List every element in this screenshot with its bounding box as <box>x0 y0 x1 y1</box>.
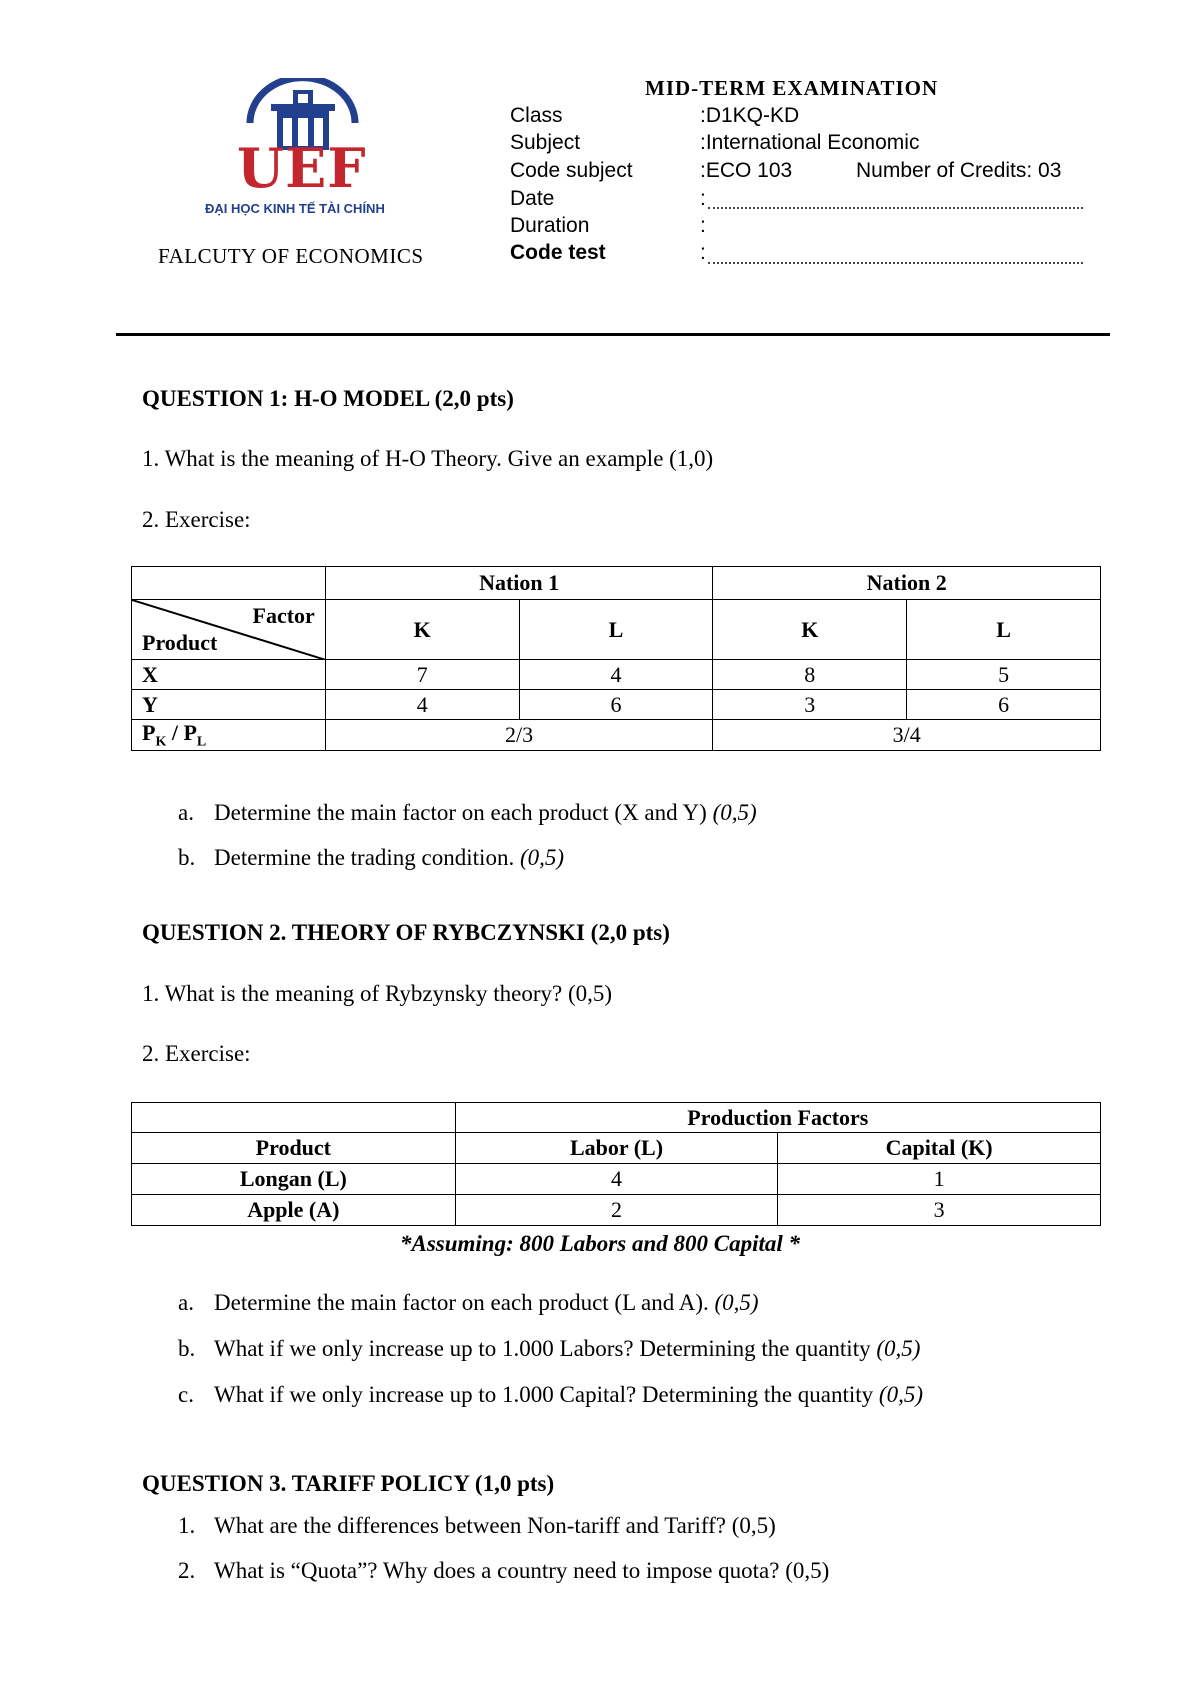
ho-model-table <box>131 566 1101 751</box>
nation-2-k-header: K <box>713 600 907 660</box>
duration-label: Duration <box>510 214 590 237</box>
subject-label: Subject <box>510 131 581 154</box>
row-label: X <box>132 660 326 690</box>
product-label: Product <box>142 630 218 655</box>
assumption-note: *Assuming: 800 Labors and 800 Capital * <box>399 1231 801 1256</box>
logo-text: UEF <box>237 136 367 200</box>
code-test-value: : <box>700 241 706 264</box>
code-test-blank <box>708 258 1083 264</box>
table-cell: 4 <box>455 1164 778 1195</box>
table-cell: 6 <box>519 690 713 720</box>
table-cell: 6 <box>907 690 1101 720</box>
table-row <box>132 660 1101 690</box>
table-cell: 8 <box>713 660 907 690</box>
exam-title: MID-TERM EXAMINATION <box>645 76 939 100</box>
date-blank <box>708 203 1083 209</box>
nation-2-ratio: 3/4 <box>713 720 1101 751</box>
table-cell: 4 <box>325 690 519 720</box>
duration-value: : <box>700 214 706 237</box>
nation-1-header: Nation 1 <box>325 567 713 600</box>
production-factors-header: Production Factors <box>455 1103 1100 1133</box>
question-1-title: QUESTION 1: H-O MODEL (2,0 pts) <box>142 386 514 411</box>
question-2-part-1: 1. What is the meaning of Rybzynsky theory? (0,5) <box>142 981 613 1006</box>
date-label: Date <box>510 187 555 210</box>
table-cell: 3 <box>713 690 907 720</box>
nation-2-l-header: L <box>907 600 1101 660</box>
table-row <box>132 720 1101 751</box>
date-value: : <box>700 187 706 210</box>
university-logo <box>195 78 425 228</box>
row-label: Apple (A) <box>132 1195 456 1226</box>
row-label: Y <box>132 690 326 720</box>
table-corner-top <box>132 567 326 600</box>
table-corner-top <box>132 1103 456 1133</box>
nation-1-ratio: 2/3 <box>325 720 713 751</box>
question-3-title: QUESTION 3. TARIFF POLICY (1,0 pts) <box>142 1471 555 1496</box>
product-header: Product <box>132 1133 456 1164</box>
question-2-part-2: 2. Exercise: <box>142 1041 251 1066</box>
question-2-title: QUESTION 2. THEORY OF RYBCZYNSKI (2,0 pts) <box>142 920 670 945</box>
code-test-label: Code test <box>510 241 606 264</box>
class-label: Class <box>510 104 563 127</box>
table-cell: 2 <box>455 1195 778 1226</box>
nation-2-header: Nation 2 <box>713 567 1101 600</box>
nation-1-l-header: L <box>519 600 713 660</box>
table-cell: 1 <box>778 1164 1101 1195</box>
subject-value: :International Economic <box>700 131 920 154</box>
header-divider <box>116 333 1110 336</box>
capital-header: Capital (K) <box>778 1133 1101 1164</box>
table-cell: 4 <box>519 660 713 690</box>
credits: Number of Credits: 03 <box>856 159 1062 182</box>
price-ratio-label: $P_K / P_L$ <box>132 720 326 751</box>
code-subject-label: Code subject <box>510 159 633 182</box>
rybczynski-table <box>131 1102 1101 1226</box>
factor-product-diagonal-cell <box>132 600 326 660</box>
table-cell: 5 <box>907 660 1101 690</box>
class-value: :D1KQ-KD <box>700 104 800 127</box>
table-row <box>132 1195 1101 1226</box>
table-cell: 7 <box>325 660 519 690</box>
row-label: Longan (L) <box>132 1164 456 1195</box>
faculty-name: FALCUTY OF ECONOMICS <box>158 244 424 268</box>
question-1-part-2: 2. Exercise: <box>142 507 251 532</box>
logo-subtext: ĐẠI HỌC KINH TẾ TÀI CHÍNH <box>205 201 385 216</box>
question-1-part-1: 1. What is the meaning of H-O Theory. Give an example (1,0) <box>142 446 714 471</box>
factor-label: Factor <box>252 603 315 628</box>
table-row <box>132 690 1101 720</box>
table-cell: 3 <box>778 1195 1101 1226</box>
table-row <box>132 1164 1101 1195</box>
nation-1-k-header: K <box>325 600 519 660</box>
code-subject-value: :ECO 103 <box>700 159 793 182</box>
labor-header: Labor (L) <box>455 1133 778 1164</box>
